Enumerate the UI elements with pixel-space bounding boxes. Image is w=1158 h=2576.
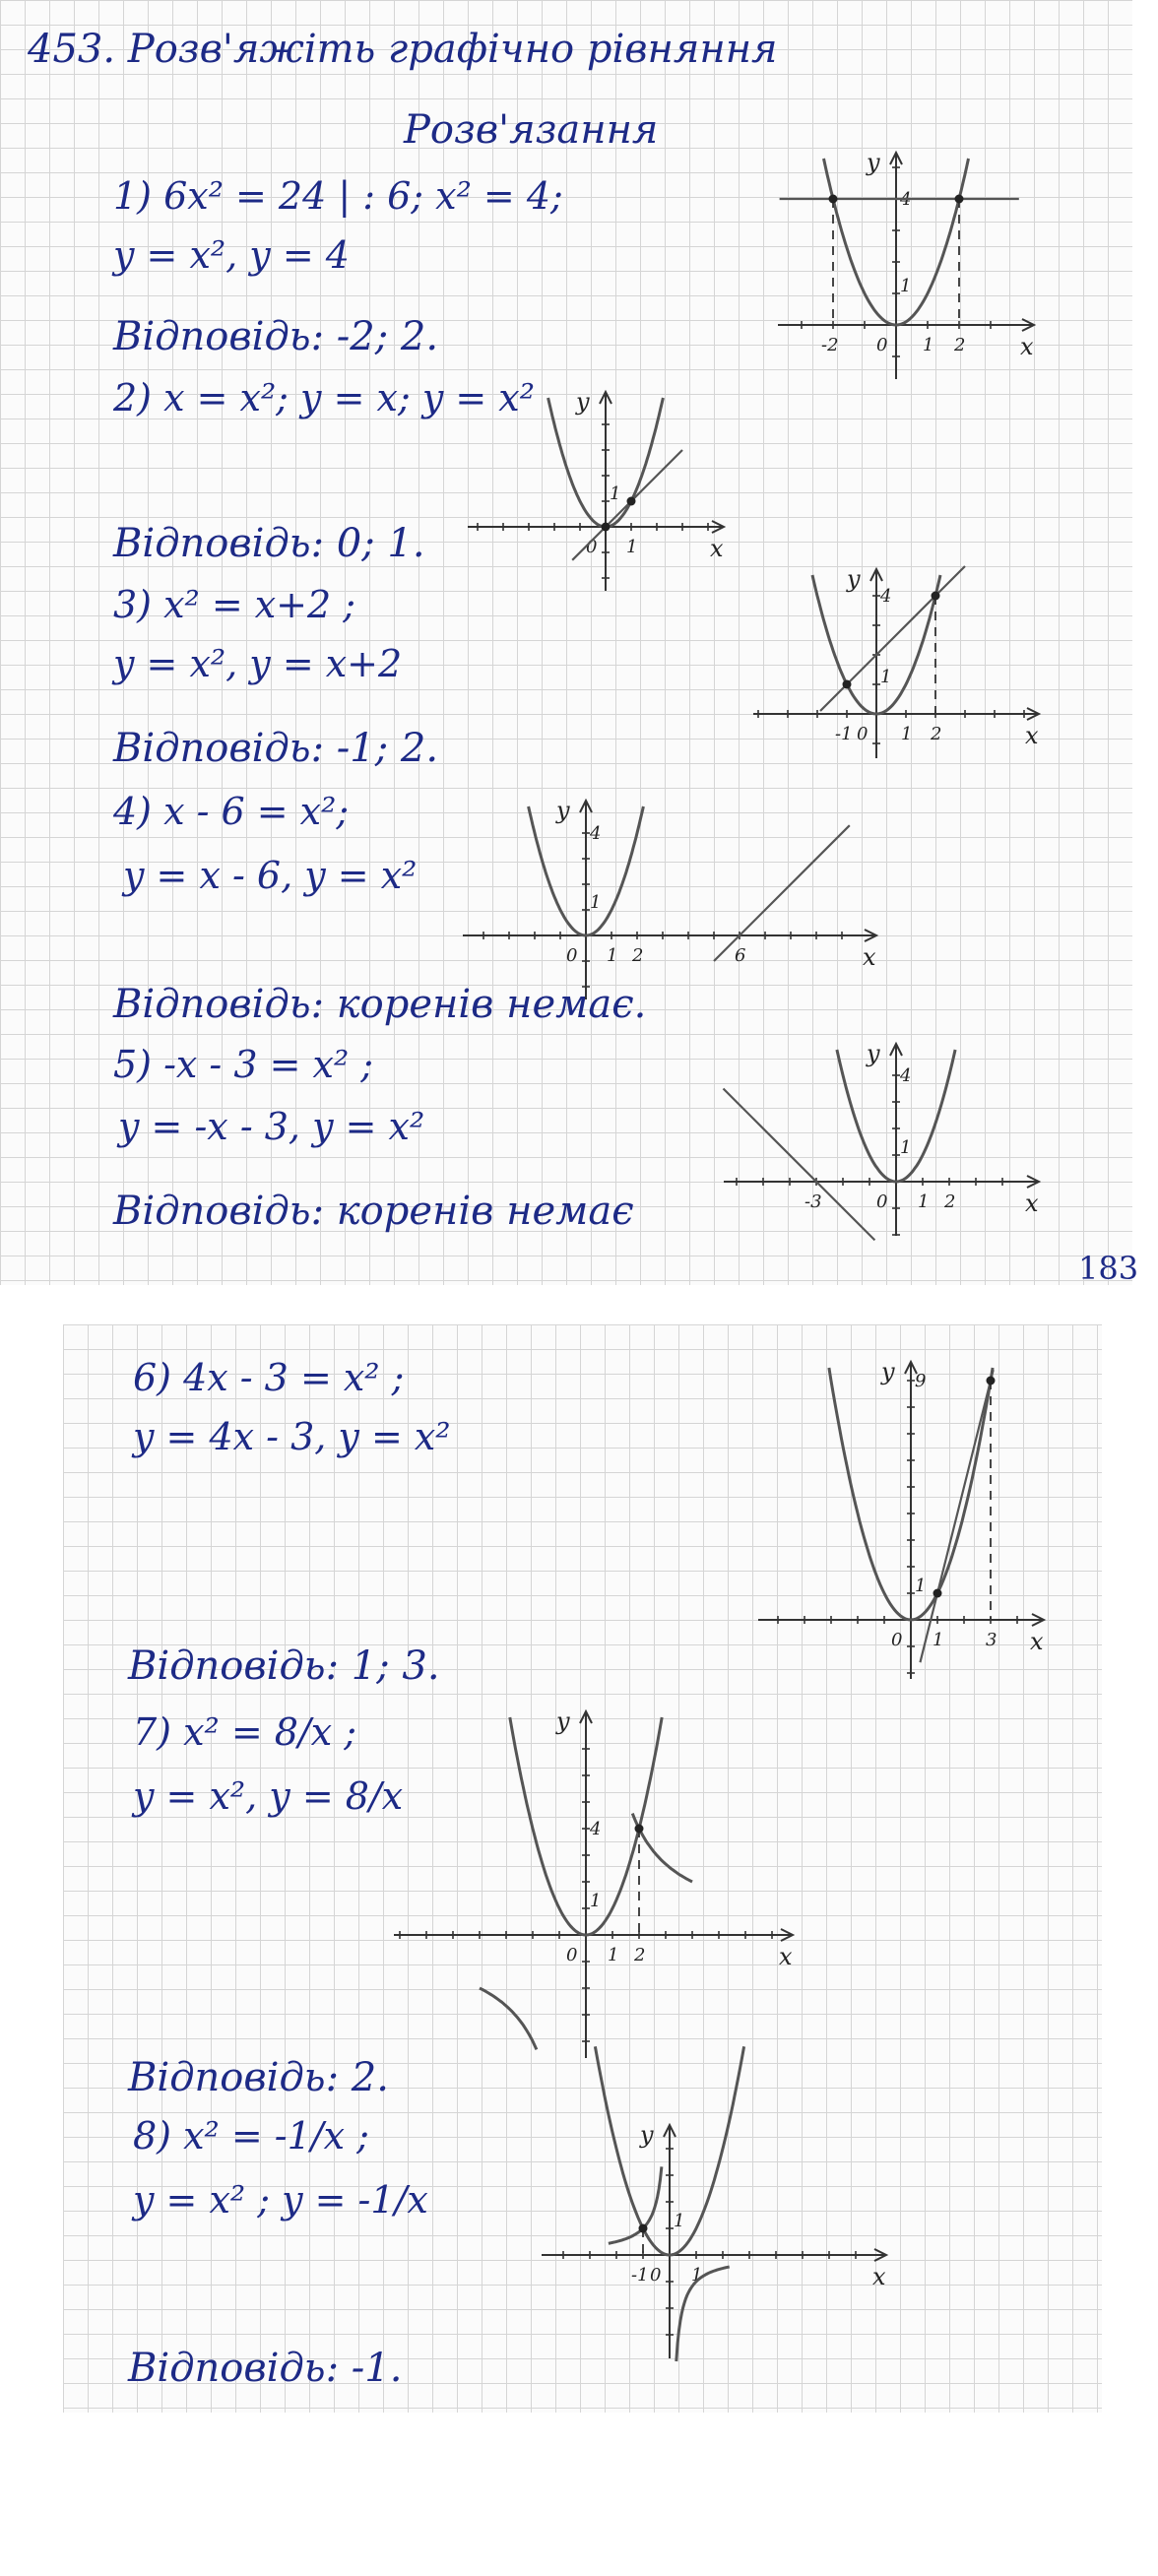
y-axis-label: y: [847, 565, 861, 593]
x-tick-label: 1: [626, 537, 638, 557]
intersection-point: [635, 1825, 644, 1834]
problem-3-functions: y = x², y = x+2: [113, 642, 403, 685]
problem-8-answer: Відповідь: -1.: [128, 2346, 403, 2391]
y-tick-label: 1: [915, 1576, 927, 1596]
x-axis-label: x: [1025, 722, 1039, 749]
line-y-x-plus-2: [820, 566, 965, 711]
y-tick-label: 1: [900, 276, 912, 296]
y-axis-label: y: [640, 2121, 654, 2149]
x-axis-label: x: [1020, 333, 1034, 360]
y-tick-label: 1: [610, 483, 621, 504]
line-y-x-minus-6: [714, 825, 850, 961]
intersection-point: [627, 497, 636, 506]
y-axis-label: y: [556, 797, 570, 824]
x-tick-label: 1: [608, 1945, 619, 1965]
x-tick-label: 2: [931, 724, 942, 744]
problem-7-answer: Відповідь: 2.: [128, 2055, 389, 2100]
y-axis-label: y: [881, 1358, 895, 1385]
x-tick-label: -3: [804, 1191, 822, 1212]
graph-problem-2: [463, 384, 739, 596]
origin-label: 0: [650, 2265, 662, 2286]
x-tick-label: -1: [631, 2265, 649, 2286]
y-axis-label: y: [576, 388, 590, 416]
problem-1-answer: Відповідь: -2; 2.: [113, 314, 439, 359]
x-tick-label: 2: [634, 1945, 646, 1965]
y-tick-label: 1: [590, 892, 602, 913]
hyperbola-minus-1-over-x-left: [609, 2166, 662, 2243]
page-number: 183: [1078, 1250, 1139, 1287]
x-axis-label: x: [1025, 1190, 1039, 1217]
x-tick-label: 2: [954, 335, 966, 355]
problem-6-functions: y = 4x - 3, y = x²: [133, 1415, 451, 1458]
graph-problem-5: [714, 1034, 1054, 1246]
hyperbola-minus-1-over-x-right: [676, 2267, 730, 2361]
intersection-point: [955, 195, 964, 204]
y-tick-label: 1: [900, 1137, 912, 1158]
problem-3-answer: Відповідь: -1; 2.: [113, 726, 439, 771]
problem-1-equation: 1) 6x² = 24 | : 6; x² = 4;: [113, 174, 563, 218]
y-tick-label: 9: [915, 1371, 927, 1391]
graph-problem-8: [537, 2117, 901, 2368]
problem-4-answer: Відповідь: коренів немає.: [113, 982, 647, 1027]
problem-4-functions: y = x - 6, y = x²: [123, 854, 418, 897]
origin-label: 0: [566, 1945, 578, 1965]
intersection-point: [602, 523, 611, 532]
problem-8-functions: y = x² ; y = -1/x: [133, 2178, 428, 2222]
x-tick-label: 6: [735, 945, 746, 966]
hyperbola-8-over-x-left: [480, 1988, 537, 2049]
origin-label: 0: [586, 537, 598, 557]
x-axis-label: x: [710, 535, 724, 562]
y-tick-label: 4: [880, 586, 892, 607]
origin-label: 0: [857, 724, 868, 744]
problem-2-equation: 2) x = x²; y = x; y = x²: [113, 376, 535, 419]
problem-2-answer: Відповідь: 0; 1.: [113, 521, 425, 566]
solution-heading: Розв'язання: [404, 107, 659, 153]
x-tick-label: -1: [835, 724, 853, 744]
problem-6-answer: Відповідь: 1; 3.: [128, 1643, 440, 1689]
x-tick-label: 1: [607, 945, 618, 966]
x-tick-label: 3: [986, 1630, 997, 1650]
y-tick-label: 4: [900, 1065, 912, 1086]
origin-label: 0: [566, 945, 578, 966]
intersection-point: [932, 592, 940, 601]
x-tick-label: 1: [918, 1191, 930, 1212]
x-axis-label: x: [779, 1943, 793, 1970]
y-tick-label: 4: [900, 189, 912, 210]
intersection-point: [843, 680, 852, 689]
graph-problem-1: [768, 143, 1054, 384]
origin-label: 0: [876, 1191, 888, 1212]
origin-label: 0: [876, 335, 888, 355]
graph-problem-6: [753, 1354, 1059, 1689]
x-axis-label: x: [863, 943, 876, 971]
x-axis-label: x: [872, 2263, 886, 2290]
y-tick-label: 4: [590, 1819, 602, 1839]
problem-3-equation: 3) x² = x+2 ;: [113, 583, 356, 626]
intersection-point: [829, 195, 838, 204]
problem-5-functions: y = -x - 3, y = x²: [118, 1105, 425, 1148]
x-tick-label: 2: [944, 1191, 956, 1212]
x-tick-label: 1: [691, 2265, 703, 2286]
problem-7-equation: 7) x² = 8/x ;: [133, 1710, 357, 1754]
graph-problem-3: [748, 561, 1054, 763]
y-axis-label: y: [867, 1040, 880, 1067]
y-axis-label: y: [867, 149, 880, 176]
line-y-4x-minus-3: [920, 1370, 993, 1662]
problem-5-equation: 5) -x - 3 = x² ;: [113, 1043, 374, 1086]
x-axis-label: x: [1030, 1628, 1044, 1655]
intersection-point: [987, 1377, 996, 1385]
y-tick-label: 1: [590, 1891, 602, 1911]
y-tick-label: 1: [674, 2211, 685, 2231]
y-axis-label: y: [556, 1707, 570, 1735]
x-tick-label: 1: [923, 335, 934, 355]
x-tick-label: 1: [901, 724, 913, 744]
x-tick-label: -2: [821, 335, 839, 355]
graph-problem-7: [389, 1704, 803, 2068]
x-tick-label: 1: [933, 1630, 944, 1650]
problem-8-equation: 8) x² = -1/x ;: [133, 2114, 369, 2157]
intersection-point: [639, 2224, 648, 2233]
graph-problem-4: [458, 793, 891, 1004]
intersection-point: [933, 1589, 942, 1598]
origin-label: 0: [891, 1630, 903, 1650]
y-tick-label: 1: [880, 667, 892, 687]
problem-4-equation: 4) x - 6 = x²;: [113, 790, 350, 833]
problem-1-functions: y = x², y = 4: [113, 233, 350, 277]
y-tick-label: 4: [590, 823, 602, 844]
problem-7-functions: y = x², y = 8/x: [133, 1774, 404, 1818]
x-tick-label: 2: [632, 945, 644, 966]
exercise-title: 453. Розв'яжіть графічно рівняння: [28, 27, 778, 72]
problem-6-equation: 6) 4x - 3 = x² ;: [133, 1356, 405, 1399]
problem-5-answer: Відповідь: коренів немає: [113, 1189, 634, 1234]
